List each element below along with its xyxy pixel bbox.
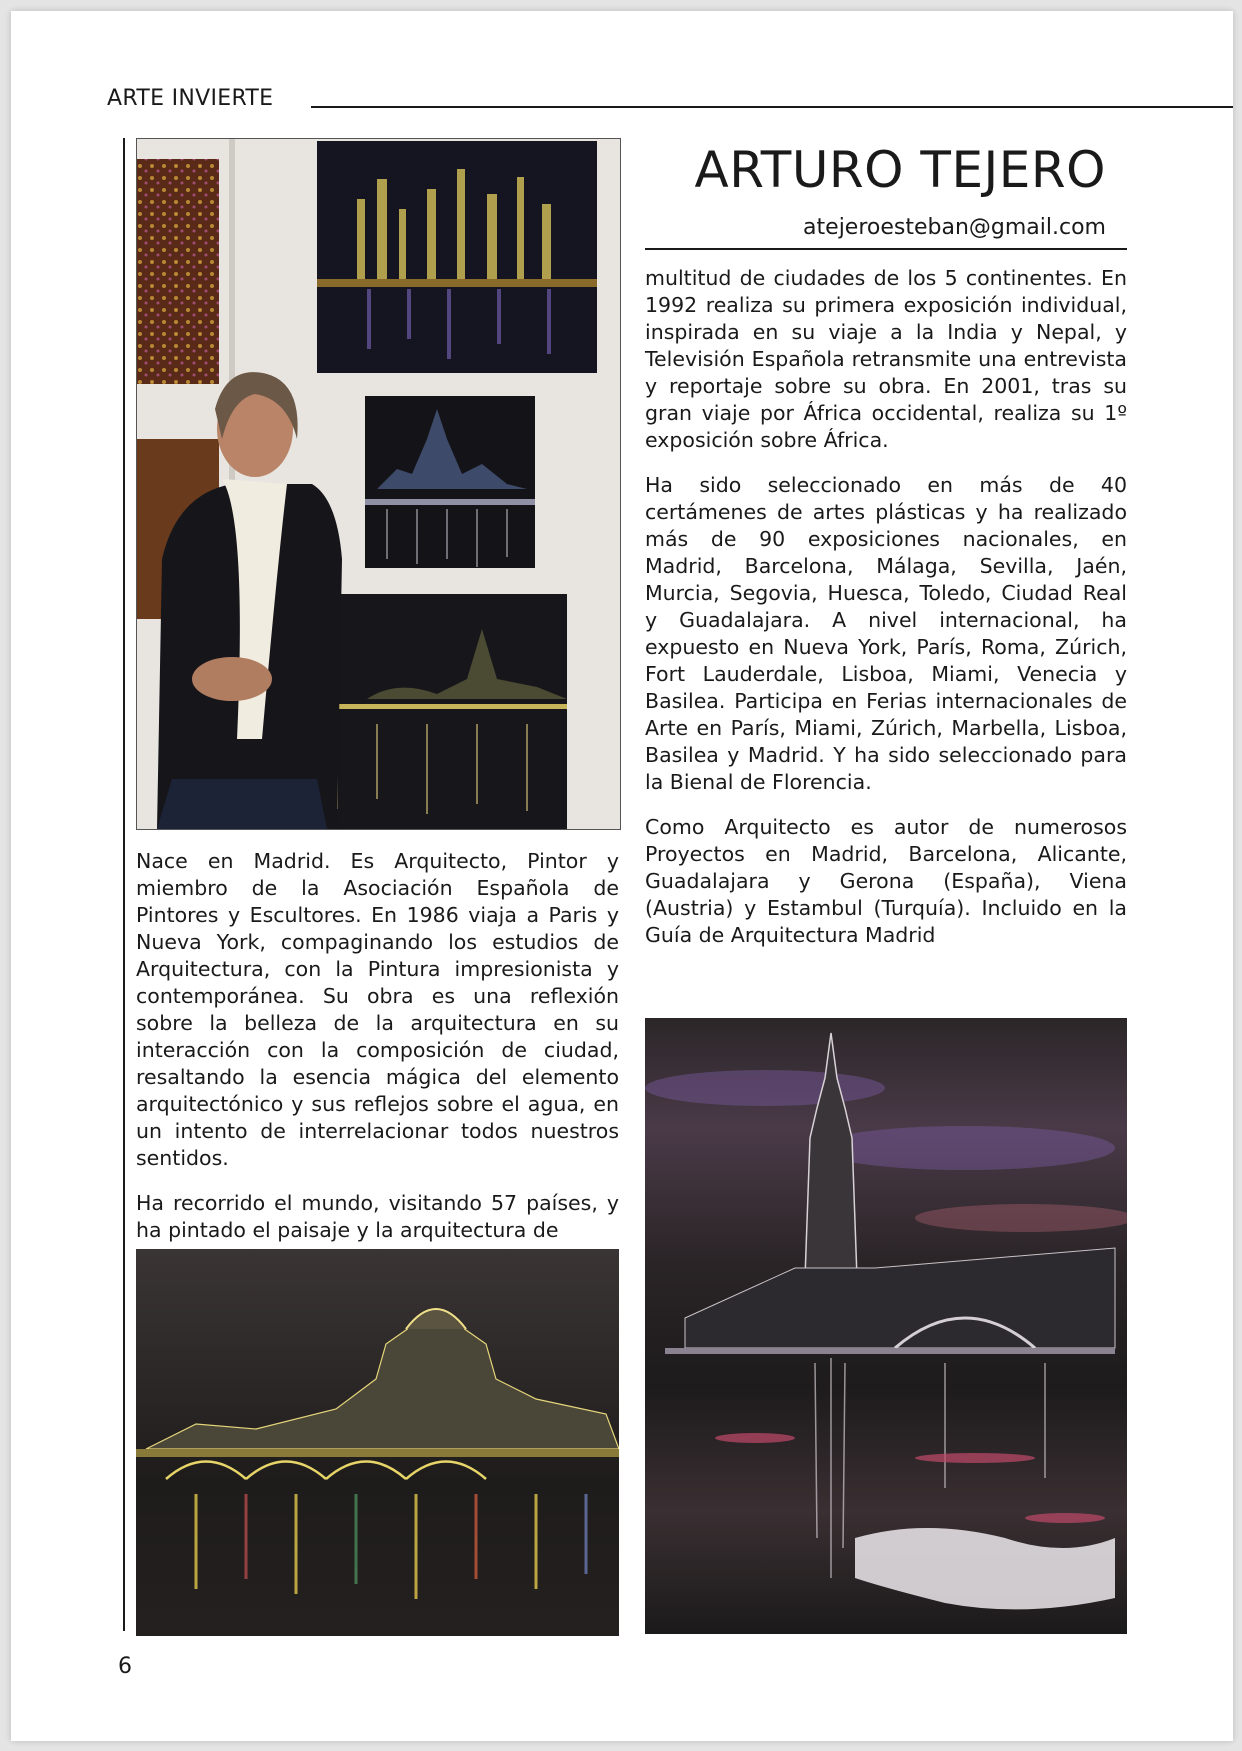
page-number: 6 bbox=[118, 1654, 132, 1679]
magazine-page bbox=[11, 11, 1233, 1741]
right-column bbox=[645, 265, 1127, 967]
header-rule bbox=[311, 106, 1233, 108]
left-paragraph-2: Ha recorrido el mundo, visitando 57 países, y ha pintado el paisaje y la arquitectura de bbox=[136, 1191, 619, 1242]
title-rule bbox=[645, 248, 1127, 250]
section-label: ARTE INVIERTE bbox=[107, 86, 274, 111]
article-title: ARTURO TEJERO bbox=[694, 141, 1106, 199]
column-rule bbox=[123, 138, 125, 1631]
right-paragraph-3: Como Arquitecto es autor de numerosos Proyectos en Madrid, Barcelona, Alicante, Guadalajara y Gerona (España), Viena (Austria) y Estambul (Turquía). Incluido en la Guía de Arquitectura Madrid bbox=[645, 815, 1127, 947]
artist-photo bbox=[136, 138, 621, 830]
right-paragraph-1: multitud de ciudades de los 5 continentes. En 1992 realiza su primera exposición individual, inspirada en su viaje a la India y Nepal, y Televisión Española retransmite una entrevista y reportaje sobre su obra. En 2001, tras su gran viaje por África occidental, realiza su 1º exposición sobre África. bbox=[645, 266, 1127, 452]
right-paragraph-2: Ha sido seleccionado en más de 40 certámenes de artes plásticas y ha realizado más de 90 exposiciones nacionales, en Madrid, Barcelona, Málaga, Sevilla, Jaén, Murcia, Segovia, Huesca, Toledo, Ciudad Real y Guadalajara. A nivel internacional, ha expuesto en Nueva York, París, Roma, Zúrich, Fort Lauderdale, Lisboa, Miami, Venecia y Basilea. Participa en Ferias internacionales de Arte en París, Miami, Zúrich, Marbella, Lisboa, Basilea y Madrid. Y ha sido seleccionado para la Bienal de Florencia. bbox=[645, 473, 1127, 794]
left-column bbox=[136, 848, 619, 1262]
artist-email: atejeroesteban@gmail.com bbox=[803, 215, 1106, 240]
left-paragraph-1: Nace en Madrid. Es Arquitecto, Pintor y miembro de la Asociación Española de Pintores y Escultores. En 1986 viaja a Paris y Nueva York, compaginando los estudios de Arquitectura, con la Pintura impresionista y contemporánea. Su obra es una reflexión sobre la belleza de la arquitectura en su interacción con la composición de ciudad, resaltando la esencia mágica del elemento arquitectónico y sus reflejos sobre el agua, en un intento de interrelacionar todos nuestros sentidos. bbox=[136, 849, 619, 1170]
painting-seville bbox=[645, 1018, 1127, 1634]
painting-rome bbox=[136, 1249, 619, 1636]
